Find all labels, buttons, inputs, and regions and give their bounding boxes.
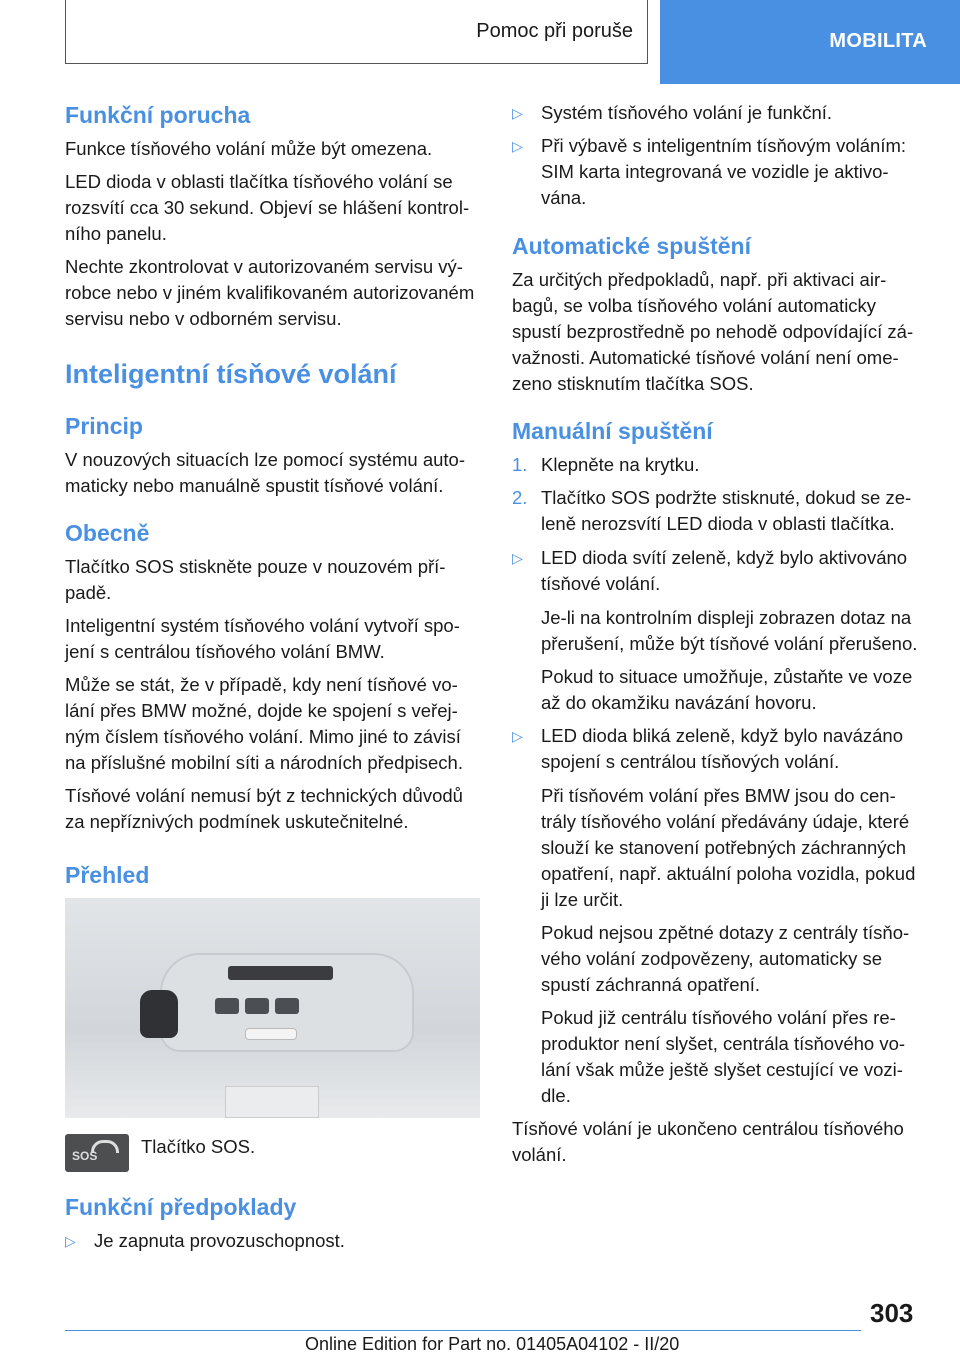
sos-legend [65,1134,480,1172]
list-item-text: LED dioda svítí zeleně, když bylo aktivováno tísňové volání. [541,547,908,594]
console-buttons [215,998,299,1014]
section-tab [660,0,960,84]
heading-general: Obecně [65,520,150,546]
passenger-airbag-indicator [228,966,333,980]
chapter-header [65,0,648,64]
paragraph-indented: Pokud již centrálu tísňového volání přes reproduktor není slyšet, centrála tísňového volání však může ještě slyšet cestující ve vozidle. [541,1007,906,1106]
list-item-text: Systém tísňového volání je funkční. [541,102,833,123]
mirror-mount [225,1086,319,1118]
phone-icon [91,1140,119,1153]
sos-caption: Tlačítko SOS. [141,1136,256,1157]
sos-icon-label: SOS [72,1149,98,1163]
list-item [512,133,924,211]
step-number: 1. [512,454,528,475]
heading-fault: Funkční porucha [65,102,251,128]
reading-lamp [245,1028,297,1040]
list-item-text: Je zapnuta provozuschopnost. [94,1230,345,1251]
paragraph-indented: Je-li na kontrolním displeji zobrazen dotaz na přerušení, může být tísňové volání přerušeno. [541,607,918,654]
triangle-bullet-icon: ▷ [65,1233,76,1249]
triangle-bullet-icon: ▷ [512,550,523,566]
paragraph: V nouzových situacích lze pomocí systému automaticky nebo manuálně spustit tísňové volání. [65,449,466,496]
list-item [512,100,924,126]
paragraph: Funkce tísňového volání může být omezena. [65,138,433,159]
edition-footer: Online Edition for Part no. 01405A04102 - II/20 [305,1334,680,1354]
triangle-bullet-icon: ▷ [512,138,523,154]
console-button [275,998,299,1014]
paragraph: Tísňové volání je ukončeno centrálou tísňového volání. [512,1118,904,1165]
paragraph: Může se stát, že v případě, kdy není tísňové volání přes BMW možné, dojde ke spojení s veřejným číslem tísňového volání. Mimo jiné to závisí na příslušné mobilní síti a národních předpisech. [65,674,463,773]
result-list [512,723,924,775]
list-item-text: Tlačítko SOS podržte stisknuté, dokud se zeleně nerozsvítí LED dioda v oblasti tlačítka. [541,487,912,534]
list-item [512,485,924,537]
heading-automatic: Automatické spuštění [512,233,751,259]
sos-icon [65,1134,129,1172]
paragraph-indented: Pokud to situace umožňuje, zůstaňte ve voze až do okamžiku navázání hovoru. [541,666,913,713]
triangle-bullet-icon: ▷ [512,105,523,121]
list-item [512,545,924,597]
prerequisite-list-continued [512,100,924,211]
list-item [512,723,924,775]
heading-principle: Princip [65,413,143,439]
console-button [245,998,269,1014]
list-item [65,1228,480,1254]
left-column [65,100,480,1262]
paragraph-indented: Při tísňovém volání přes BMW jsou do centrály tísňového volání předávány údaje, které slouží ke stanovení potřebných záchranných opatření, např. aktuální poloha vozidla, pokud ji lze určit. [541,785,916,910]
heading-overview: Přehled [65,862,150,888]
paragraph: Tlačítko SOS stiskněte pouze v nouzovém případě. [65,556,446,603]
paragraph: LED dioda v oblasti tlačítka tísňového volání se rozsvítí cca 30 sekund. Objeví se hlášení kontrolního panelu. [65,171,470,244]
list-item-text: Klepněte na krytku. [541,454,700,475]
paragraph: Za určitých předpokladů, např. při aktivaci airbagů, se volba tísňového volání automaticky spustí bezprostředně po nehodě odpovídající závažnosti. Automatické tísňové volání není omezeno stisknutím tlačítka SOS. [512,269,914,394]
heading-main: Inteligentní tísňové volání [65,359,397,389]
paragraph: Nechte zkontrolovat v autorizovaném servisu výrobce nebo v jiném kvalifikovaném autorizovaném servisu nebo v odborném servisu. [65,256,475,329]
page-number: 303 [870,1298,914,1328]
sos-button-illustration [140,990,178,1038]
chapter-title: Pomoc při poruše [476,20,633,42]
steps-list [512,452,924,537]
right-column [512,100,924,1175]
list-item-text: LED dioda bliká zeleně, když bylo navázáno spojení s centrálou tísňových volání. [541,725,904,772]
section-title: MOBILITA [829,30,927,52]
triangle-bullet-icon: ▷ [512,728,523,744]
list-item [512,452,924,478]
heading-manual: Manuální spuštění [512,418,713,444]
overhead-console-image [65,898,480,1118]
paragraph: Tísňové volání nemusí být z technických důvodů za nepříznivých podmínek uskutečnitelné. [65,785,463,832]
list-item-text: Při výbavě s inteligentním tísňovým voláním: SIM karta integrovaná ve vozidle je aktivována. [541,135,907,208]
paragraph: Inteligentní systém tísňového volání vytvoří spojení s centrálou tísňového volání BMW. [65,615,460,662]
console-button [215,998,239,1014]
result-list [512,545,924,597]
step-number: 2. [512,487,528,508]
footer-divider [65,1330,861,1331]
heading-prerequisites: Funkční předpoklady [65,1194,297,1220]
paragraph-indented: Pokud nejsou zpětné dotazy z centrály tísňového volání zodpovězeny, automaticky se spustí záchranná opatření. [541,922,910,995]
prerequisite-list [65,1228,480,1254]
